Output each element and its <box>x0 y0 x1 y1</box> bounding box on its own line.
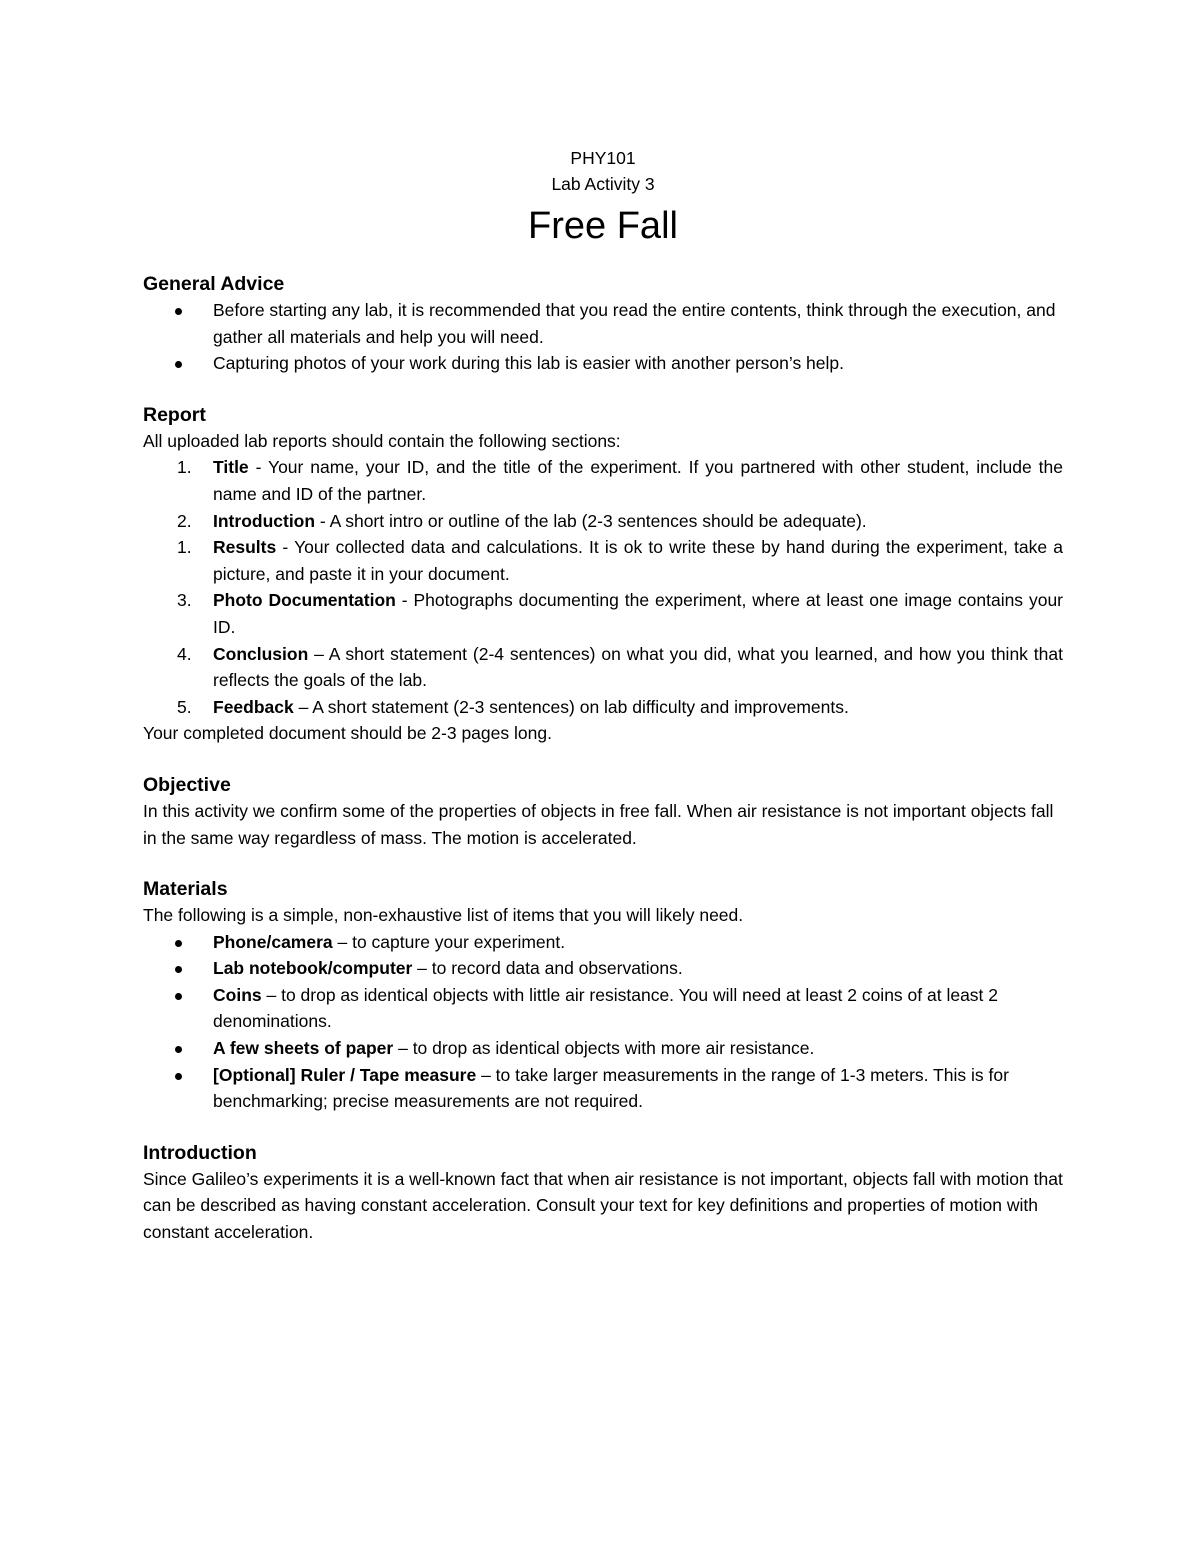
objective-text: In this activity we confirm some of the properties of objects in free fall. When air resistance is not important objects fall in the same way regardless of mass. The motion is accelerated. <box>143 800 1054 848</box>
list-item: 2. Introduction - A short intro or outline of the lab (2-3 sentences should be adequate). <box>177 510 867 531</box>
report-footer: Your completed document should be 2-3 pages long. <box>143 723 552 744</box>
document-body <box>143 146 1063 1246</box>
materials-list <box>143 929 1063 1115</box>
list-item: Phone/camera – to capture your experiment. <box>143 929 1063 956</box>
bullet-icon <box>175 308 182 315</box>
introduction-heading: Introduction <box>143 1141 257 1164</box>
list-item: [Optional] Ruler / Tape measure – to take larger measurements in the range of 1-3 meters. This is for benchmarking; precise measurements are not required. <box>143 1062 1063 1115</box>
materials-heading: Materials <box>143 878 228 901</box>
general-advice-heading: General Advice <box>143 273 285 295</box>
bullet-icon <box>175 966 182 973</box>
list-item: 1. Title - Your name, your ID, and the title of the experiment. If you partnered with other student, include the name and ID of the partner. <box>177 457 1063 504</box>
list-item: Lab notebook/computer – to record data and observations. <box>143 955 1063 982</box>
bullet-icon <box>175 1046 182 1053</box>
bullet-icon <box>175 1073 182 1080</box>
bullet-icon <box>175 940 182 947</box>
list-item: 4. Conclusion – A short statement (2-4 sentences) on what you did, what you learned, and how you think that reflects the goals of the lab. <box>177 643 1063 691</box>
objective-heading: Objective <box>143 773 231 796</box>
course-code: PHY101 <box>570 148 636 168</box>
list-item: Coins – to drop as identical objects with little air resistance. You will need at least 2 coins of at least 2 denominations. <box>143 982 1063 1035</box>
introduction-text: Since Galileo’s experiments it is a well-known fact that when air resistance is not important, objects fall with motion that can be described as having constant acceleration. Consult your text for key definitions and properties of motion with constant acceleration. <box>143 1168 1063 1243</box>
list-item: Before starting any lab, it is recommended that you read the entire contents, think through the execution, and gather all materials and help you will need. <box>143 297 1063 350</box>
materials-intro: The following is a simple, non-exhaustive list of items that you will likely need. <box>143 905 744 926</box>
bullet-icon <box>175 361 182 368</box>
list-item: A few sheets of paper – to drop as identical objects with more air resistance. <box>143 1035 1063 1062</box>
list-item: 1. Results - Your collected data and calculations. It is ok to write these by hand during the experiment, take a picture, and paste it in your document. <box>177 537 1063 584</box>
list-item: Capturing photos of your work during this lab is easier with another person’s help. <box>143 350 1063 377</box>
bullet-icon <box>175 993 182 1000</box>
list-item: 5. Feedback – A short statement (2-3 sentences) on lab difficulty and improvements. <box>177 696 849 717</box>
report-sections-list <box>143 454 1063 720</box>
report-intro: All uploaded lab reports should contain the following sections: <box>143 430 621 451</box>
list-item: 3. Photo Documentation - Photographs documenting the experiment, where at least one image contains your ID. <box>177 590 1064 637</box>
general-advice-list <box>143 297 1063 377</box>
page-title: Free Fall <box>528 205 678 247</box>
activity-label: Lab Activity 3 <box>551 174 655 194</box>
report-heading: Report <box>143 403 206 426</box>
